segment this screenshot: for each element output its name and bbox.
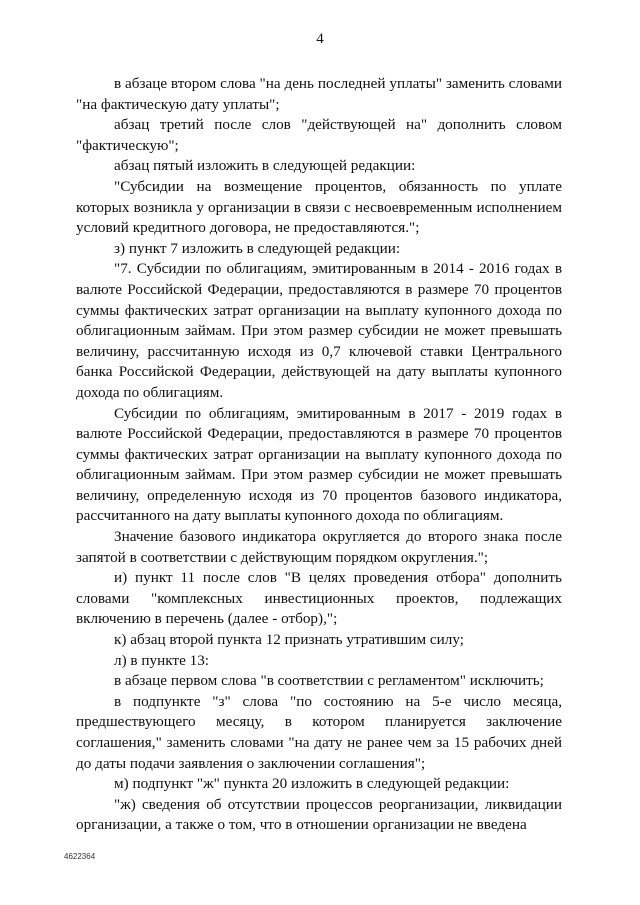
paragraph-8: Значение базового индикатора округляется до второго знака после запятой в соответствии с действующим порядком округления."; (76, 528, 562, 566)
document-body (76, 74, 562, 836)
paragraph-13: в подпункте "з" слова "по состоянию на 5-е число месяца, предшествующего месяцу, в котором планируется заключение соглашения," заменить словами "на дату не ранее чем за 15 рабочих дней до даты подачи заявления о заключении соглашения"; (76, 692, 562, 772)
paragraph-10: к) абзац второй пункта 12 признать утратившим силу; (114, 631, 464, 649)
paragraph-9: и) пункт 11 после слов "В целях проведения отбора" дополнить словами "комплексных инвестиционных проектов, подлежащих включению в перечень (далее - отбор),"; (76, 569, 562, 628)
paragraph-4: "Субсидии на возмещение процентов, обязанность по уплате которых возникла у организации в связи с несвоевременным исполнением условий кредитного договора, не предоставляются."; (76, 177, 562, 237)
paragraph-6: "7. Субсидии по облигациям, эмитированным в 2014 - 2016 годах в валюте Российской Федерации, предоставляются в размере 70 процентов суммы фактических затрат организации на выплату купонного дохода по облигационным займам. При этом размер субсидии не может превышать величину, рассчитанную исходя из 0,7 ключевой ставки Центрального банка Российской Федерации, действующей на дату выплаты купонного дохода по облигациям. (76, 260, 562, 401)
paragraph-1: в абзаце втором слова "на день последней уплаты" заменить словами "на фактическую дату уплаты"; (76, 75, 562, 113)
paragraph-7: Субсидии по облигациям, эмитированным в 2017 - 2019 годах в валюте Российской Федерации, предоставляются в размере 70 процентов суммы фактических затрат организации на выплату купонного дохода по облигационным займам. При этом размер субсидии не может превышать величину, определенную исходя из 70 процентов базового индикатора, рассчитанного на дату выплаты купонного дохода по облигациям. (76, 404, 562, 525)
paragraph-2: абзац третий после слов "действующей на" дополнить словом "фактическую"; (76, 116, 562, 154)
paragraph-12: в абзаце первом слова "в соответствии с регламентом" исключить; (114, 672, 544, 690)
paragraph-15: "ж) сведения об отсутствии процессов реорганизации, ликвидации организации, а также о том, что в отношении организации не введена (76, 795, 562, 834)
document-code: 4622364 (64, 852, 96, 861)
page-number: 4 (316, 31, 324, 47)
paragraph-3: абзац пятый изложить в следующей редакции: (114, 157, 416, 175)
paragraph-14: м) подпункт "ж" пункта 20 изложить в следующей редакции: (114, 775, 510, 793)
paragraph-11: л) в пункте 13: (114, 651, 210, 669)
paragraph-5: з) пункт 7 изложить в следующей редакции: (114, 239, 401, 257)
